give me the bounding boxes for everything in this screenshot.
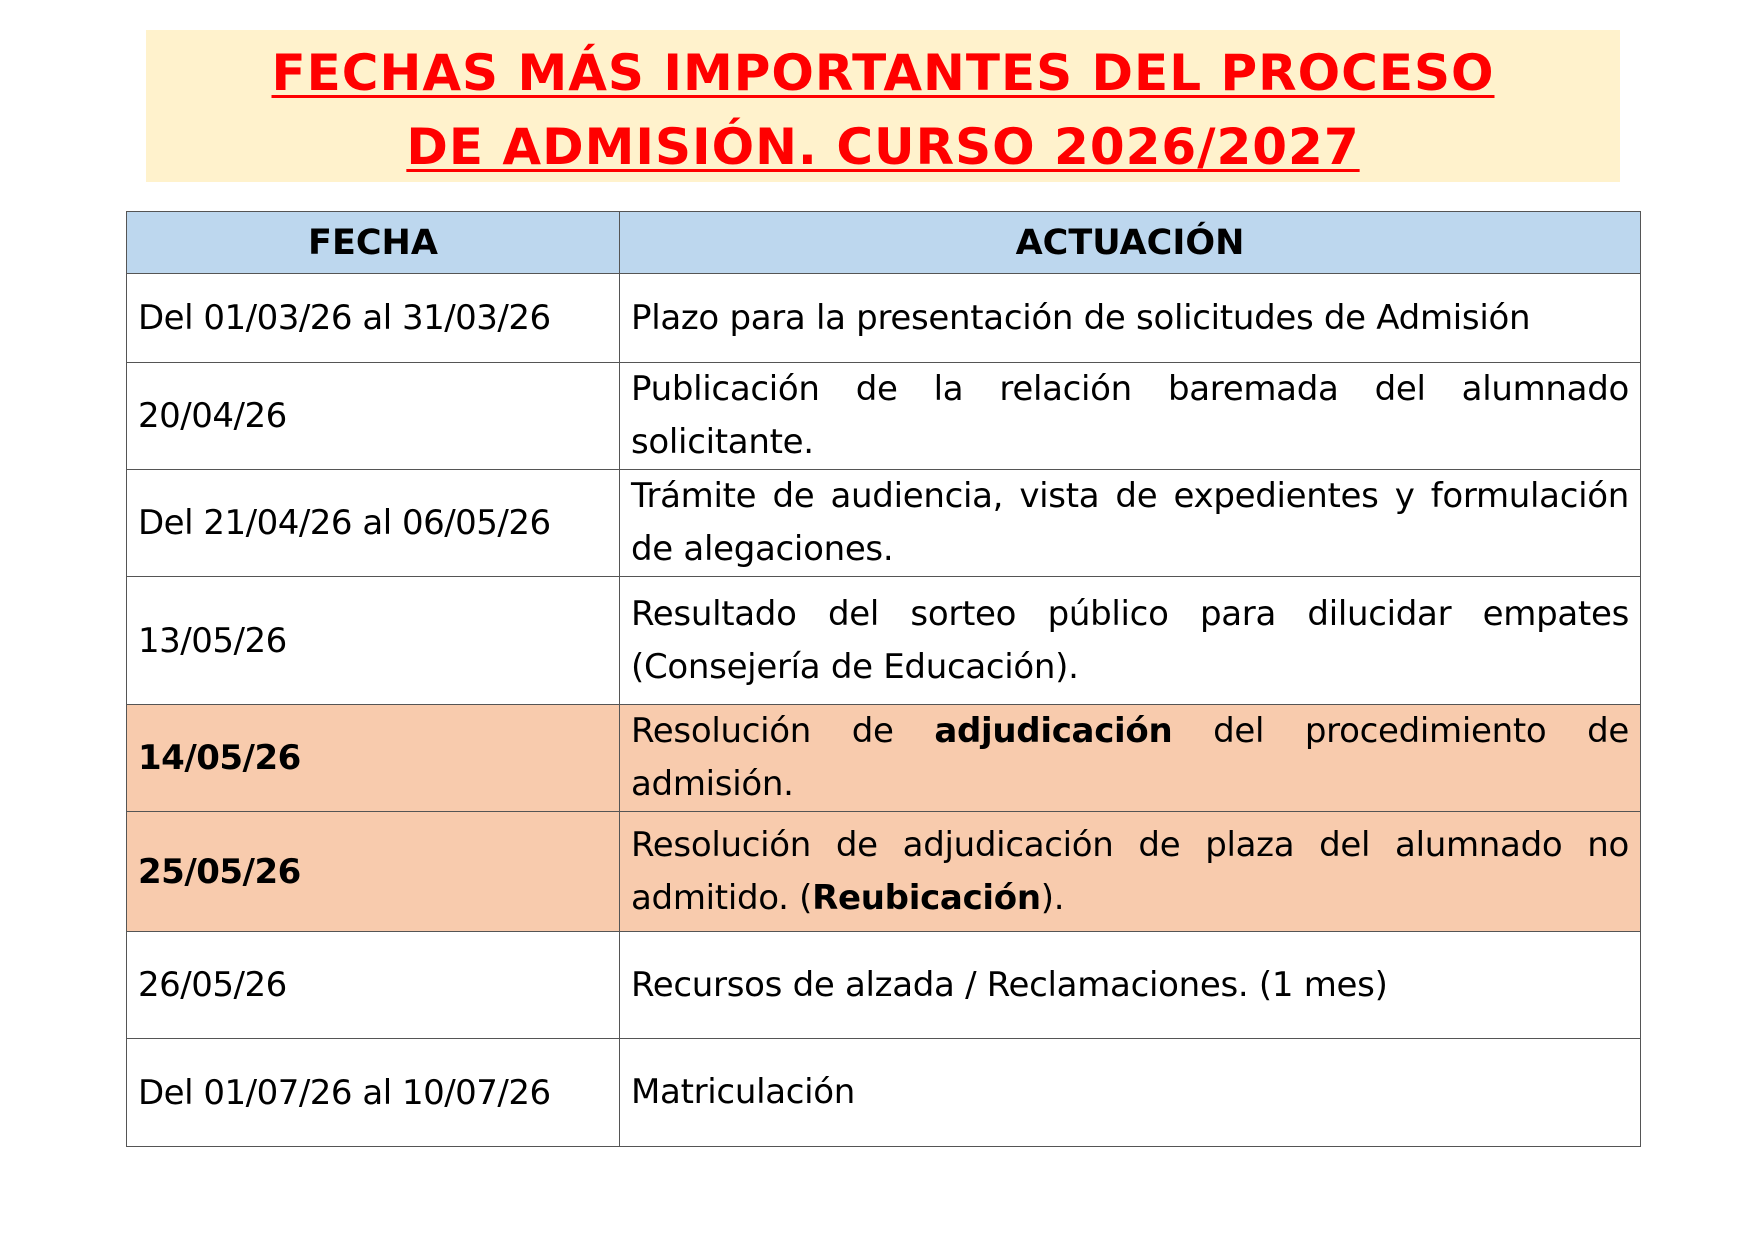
row-action: Trámite de audiencia, vista de expedientes y formulación de alegaciones. (620, 470, 1641, 577)
table-row (127, 274, 1641, 363)
bold-term: Reubicación (812, 877, 1041, 918)
row-date: 14/05/26 (127, 705, 620, 812)
row-action: Matriculación (620, 1039, 1641, 1147)
title-line-2: DE ADMISIÓN. CURSO 2026/2027 (406, 118, 1360, 176)
row-action: Recursos de alzada / Reclamaciones. (1 mes) (620, 932, 1641, 1039)
row-date: 20/04/26 (127, 363, 620, 470)
bold-term: adjudicación (934, 711, 1173, 751)
table-row (127, 363, 1641, 470)
header-action: ACTUACIÓN (620, 212, 1641, 274)
row-date: Del 01/07/26 al 10/07/26 (127, 1039, 620, 1147)
header-date: FECHA (127, 212, 620, 274)
table-row-highlighted (127, 705, 1641, 812)
row-date: 13/05/26 (127, 577, 620, 705)
admission-schedule-table (126, 211, 1641, 1147)
table-row (127, 1039, 1641, 1147)
title-line-1: FECHAS MÁS IMPORTANTES DEL PROCESO (271, 44, 1495, 102)
table-row (127, 932, 1641, 1039)
table-row (127, 577, 1641, 705)
row-action: Resolución de adjudicación de plaza del alumnado no admitido. (Reubicación). (620, 812, 1641, 932)
row-date: Del 21/04/26 al 06/05/26 (127, 470, 620, 577)
row-action: Plazo para la presentación de solicitudes de Admisión (620, 274, 1641, 363)
table-row (127, 470, 1641, 577)
document-title (146, 30, 1620, 182)
table-row-highlighted (127, 812, 1641, 932)
row-action: Resolución de adjudicación del procedimiento de admisión. (620, 705, 1641, 812)
row-action: Publicación de la relación baremada del alumnado solicitante. (620, 363, 1641, 470)
row-date: 25/05/26 (127, 812, 620, 932)
table-header-row (127, 212, 1641, 274)
row-date: 26/05/26 (127, 932, 620, 1039)
row-action: Resultado del sorteo público para dilucidar empates (Consejería de Educación). (620, 577, 1641, 705)
row-date: Del 01/03/26 al 31/03/26 (127, 274, 620, 363)
